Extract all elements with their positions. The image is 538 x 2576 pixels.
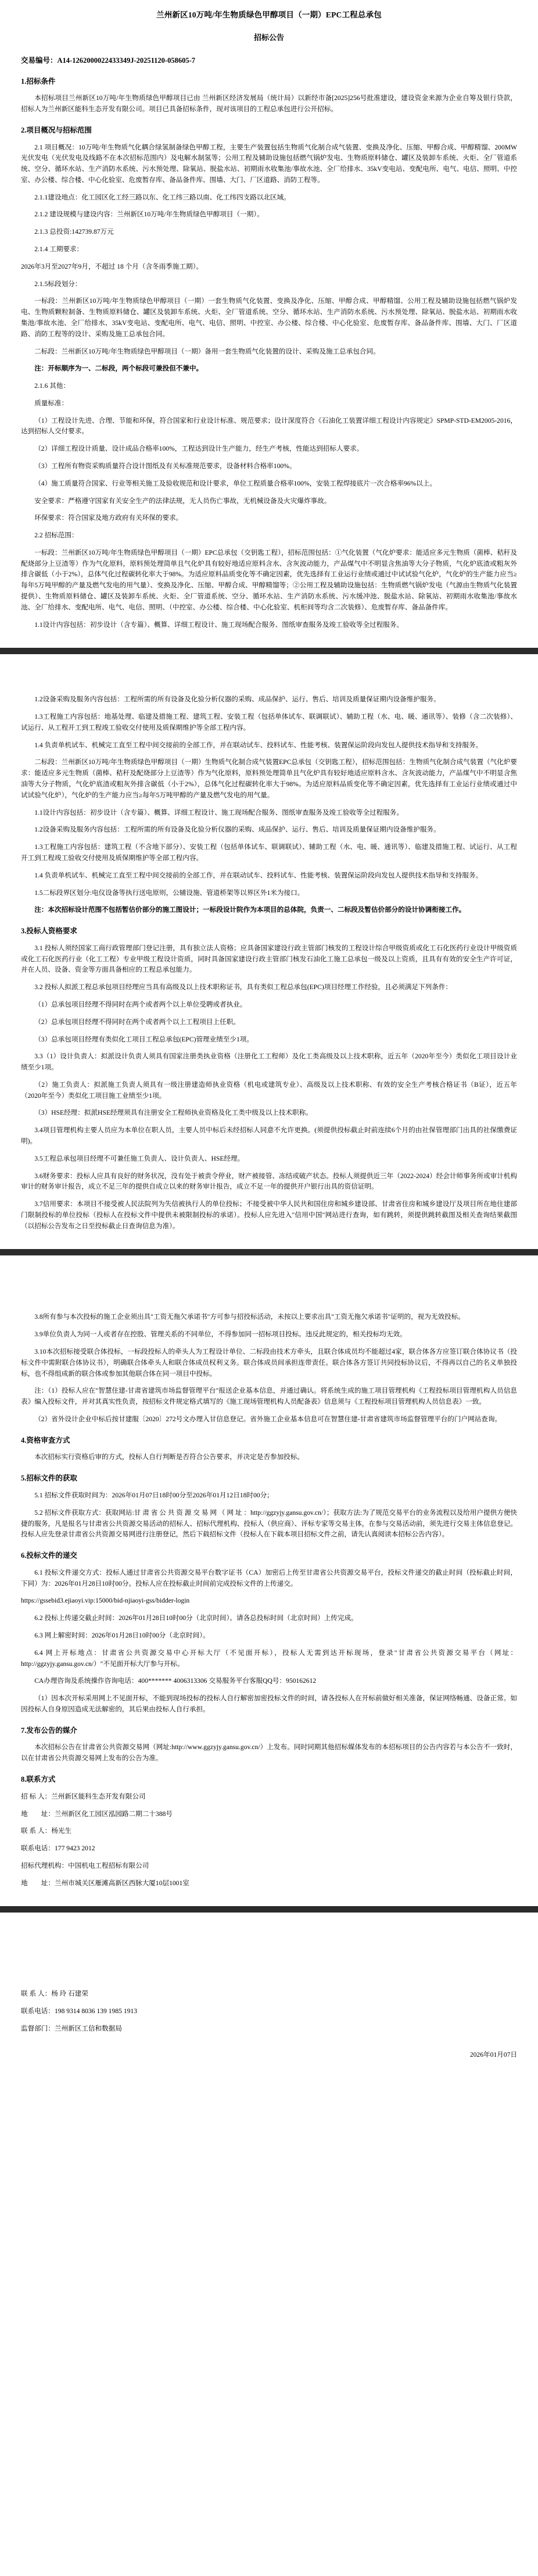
lot-1-description: 一标段：兰州新区10万吨/年生物质绿色甲醇项目（一期）一套生物质气化装置、变换及净化、压缩、甲醇合成、甲醇精馏、公用工程及辅助设施包括燃气锅炉发电、生物质颗粒制备、生物质原料储仓、罐区及装卸车系统、火炬、全厂管道系统、空分、循环水站、生产消防水系统、污水预处理、除氧站、脱盐水站、初期雨水收集池/事故水池、全厂给排水、35kV变电站、变配电所、电气、电信、照明、中控室、办公楼、综合楼、中心化验室、危废暂存库、备品备件库、围墙、大门、厂区道路、消防工程等的设计、采购及施工总承包合同。 [21,297,517,338]
lot-division-label: 2.1.5标段划分： [34,280,82,288]
contact-line [21,1826,517,1837]
lot1-commissioning-content: 1.4 负责单机试车、机械完工直至工程中间交接前的全部工作，并在联动试车、投料试车、性能考核、装置保运阶段向发包人提供技术指导和支持服务。 [34,741,483,749]
page-title: 兰州新区10万吨/年生物质绿色甲醇项目（一期）EPC工程总承包 [156,10,382,19]
spacer [21,1889,517,1906]
spacer [21,630,517,648]
spacer [21,1913,517,1982]
ca-support-contact: CA办理咨询及系统操作咨询电话：400******* 4006313306 交易服务平台客服QQ号：950162612 [34,1677,317,1685]
section-heading-2: 2.项目概况与招标范围 [21,126,92,134]
schedule-requirement-body: 2026年3月至2027年9月，不超过 18 个月（含冬雨季施工期）。 [21,262,203,270]
lot2-commissioning-content: 1.4 负责单机试车、机械完工直至工程中间交接前的全部工作，并在联动试车、投料试车、性能考核、装置保运阶段向发包人提供技术指导和支持服务。 [34,871,483,879]
spacer [21,654,517,688]
project-overview: 2.1 项目概况：10万吨/年生物质气化耦合绿氢制备绿色甲醇工程，主要生产装置包括生物质气化制合成气装置、变换及净化、压缩、甲醇合成、甲醇精馏、200MW光伏发电（光伏发电及线路不在本次招标范围内）及电解水制氢等；公用工程及辅助设施包括燃气锅炉发电、生物质原料储仓、罐区及装卸车系统、火炬、全厂管道系统、空分、循环水站、生产消防水系统、污水预处理、除氧站、脱盐水站、初期雨水收集池/事故水池、全厂给排水、35kV变电站、变配电所、电气、电信、照明、中控室、办公楼、综合楼、中心化验室、危废暂存库、备品备件库、围墙、大门、厂区道路、消防工程等。 [21,143,517,184]
qualification-3-5: 3.5工程总承包项目经理不可兼任施工负责人、设计负责人、HSE经理。 [34,1154,245,1162]
contact-line [21,1878,517,1889]
construction-scale: 2.1.2 建设规模与建设内容：兰州新区10万吨/年生物质绿色甲醇项目（一期）。 [34,210,264,219]
spacer [21,1232,517,1249]
contact-value: 杨 玲 石建荣 [51,1990,88,1998]
contact-line [21,1792,517,1803]
online-bid-opening-location: 6.4 网上开标地点：甘肃省公共资源交易中心开标大厅（不见面开标），投标人无需到达开标现场，登录"甘肃省公共资源交易平台（网址：http://ggzyjy.gansu.gov.cn/）"不见面开标大厅参与开标。 [21,1649,517,1668]
document-acquisition-time: 5.1 招标文件获取时间为：2026年01月07日18时00分至2026年01月12日18时00分； [34,1491,274,1499]
contact-label: 联 系 人： [21,1990,52,1998]
section-heading-7: 7.发布公告的媒介 [21,1726,77,1735]
contact-value: 198 9314 8036 139 1985 1913 [54,2007,138,2015]
document-acquisition-method: 5.2 招标文件获取方式：获取网站:甘 肃 省 公 共 资 源 交 易 网 （ 网 址 ：http://ggzyjy.gansu.gov.cn/）；获取方法:为了规范交易平台的业务流程以及给用户提供方便快捷的服务，凡是报名与甘肃省公共资源交易活动的招标人、招标代理机构、投标人（供应商）、评标专家等交易主体，在参与交易活动前，须先进行交易主体信息登记。投标人应先登录甘肃省公共资源交易网进行注册登记，然后下载招标文件（投标人在下载本项目招标文件之前，请先认真阅读本招标公告内容）。 [21,1508,517,1539]
contact-line [21,1809,517,1820]
contact-line [21,1861,517,1872]
contact-line [21,2024,517,2035]
quality-item-2: （2）详细工程设计质量、设计成品合格率100%，工程达到设计生产能力，经生产考核，性能达到招标人要求。 [34,445,364,453]
contact-label: 招标代理机构： [21,1861,69,1869]
contact-label: 联系电话： [21,1844,55,1853]
qualification-review-body: 本次招标实行资格后审的方式，投标人自行判断是否符合公告要求，并决定是否参加投标。 [34,1453,304,1461]
contact-line [21,1843,517,1854]
qualification-note-2: （2）省外设计企业中标后按甘建服〔2020〕272号文办理入甘信息登记。省外施工企业基本信息可在智慧住建-甘肃省建筑市场监督管理平台的门户网站查询。 [34,1415,502,1423]
contact-value: 兰州新区工信和数据局 [54,2024,122,2032]
tender-scope-label: 2.2 招标范围： [34,531,78,540]
section-heading-1: 1.招标条件 [21,77,56,85]
contact-label: 地 址： [21,1810,55,1818]
tender-scope-lot-2: 二标段：兰州新区10万吨/年生物质绿色甲醇项目（一期）生物质气化制合成气装置EPC总承包（交钥匙工程），招标范围包括：生物质气化制合成气装置（气化炉要求：能适应多元生物质（菌棒、秸秆及配烧部分上豆渣等）作为气化原料，原料预处理简单且气化炉具有较好地适应原料含水、含灰波动能力，产品煤气中不明显含焦油等大分子物质，气化炉底渣或粗灰外排含碳低（小于2%），总体气化过程碳转化率大于98%。为适应原料品质变化等不确定因素，优先选择有工业运行业绩或通过中试试验气化炉），气化炉的生产能力应当≥每年5万吨甲醇的产量及燃气发电的用气量。 [21,758,517,799]
contact-block-agency [21,1989,517,2034]
lot2-boundary-division: 1.5二标段界区划分:电仪设备等执行送电原则，公辅设施、管道桥架等以界区外1米为接口。 [34,889,304,897]
environment-requirement: 环保要求：符合国家及地方政府有关环保的要求。 [34,514,183,522]
page-break-separator-1 [0,648,538,654]
safety-requirement: 安全要求：严格遵守国家有关安全生产的法律法规，无人员伤亡事故，无机械设备及火灾爆炸事故。 [34,497,331,505]
page-subtitle: 招标公告 [253,33,284,42]
section-heading-5: 5.招标文件的获取 [21,1474,77,1483]
contact-value: 杨光生 [51,1827,71,1835]
contact-value: 中国机电工程招标有限公司 [68,1861,149,1869]
section-heading-6: 6.投标文件的递交 [21,1551,77,1560]
online-decryption-time: 6.3 网上解密时间：2026年01月28日10时00分（北京时间）。 [34,1631,210,1639]
section-heading-8: 8.联系方式 [21,1775,56,1783]
contact-block-tenderer [21,1792,517,1889]
contact-value: 兰州市城关区雁滩高新区西脉大厦10层1001室 [54,1879,189,1887]
schedule-requirement-label: 2.1.4 工期要求： [34,245,84,254]
bid-submission-deadline: 6.2 投标上传递交截止时间：2026年01月28日10时00分（北京时间）。请各总投标时间（北京时间）上传完成。 [34,1614,358,1622]
quality-item-3: （3）工程所有物资采购质量符合设计图纸及有关标准规范要求，设备材料合格率100%。 [34,462,296,470]
other-label: 2.1.6 其他： [34,382,70,390]
qualification-3-3-hse-manager: （3）HSE经理：拟派HSE经理须具有注册安全工程师执业资格及化工类中级及以上技术职称。 [34,1109,313,1117]
lot2-procurement-content: 1.2设备采购及服务内容包括：工程所需的所有设备及化验分析仪器的采购、成品保护、运行、售后、培训及质量保证期内设备维护服务。 [34,826,440,834]
lot1-design-content: 1.1设计内容包括：初步设计（含专篇）、概算、详细工程设计、施工现场配合服务、图纸审查服务及竣工验收等全过程服务。 [34,620,403,629]
contact-label: 招 标 人： [21,1792,52,1800]
lot-division-note: 注：开标顺序为一、二标段，两个标段可兼投但不兼中。 [34,365,203,373]
qualification-3-2: 3.2 投标人拟派工程总承包项目经理应当具有高级及以上技术职称证书，具有类似工程总承包(EPC)项目经理工作经验，且必须满足下列条件： [34,983,453,991]
contact-label: 监督部门： [21,2024,55,2032]
qualification-3-10-consortium: 3.10本次招标接受联合体投标，一标段投标人的牵头人为工程设计单位、二标段由技术方牵头，且联合体成员均不能超过4家，联合体各方应签订联合体协议书（投标文件中需附联合体协议书），明确联合体牵头人和联合体成员权利义务。联合体成员间承担连带责任。联合体各方签订共同投标协议后，不得再以自己的名义单独投标，也不得组成新的联合体或参加其他联合体在同一项目中投标。 [21,1348,517,1378]
section-heading-4: 4.资格审查方式 [21,1436,70,1444]
qualification-3-2-item-1: （1）总承包项目经理不得同时在两个或者两个以上单位受聘或者执业。 [34,1000,247,1008]
lot2-construction-content: 1.3工程施工内容包括：建筑工程（不含地下部分）、安装工程（包括单体试车、联调联试）、辅助工程（水、电、暖、通讯等）、临建及措施工程、试运行、从工程开工到工程竣工验收交付使用及质保期维护等全部工程内容。 [21,843,517,862]
qualification-3-1: 3.1 投标人须经国家工商行政管理部门登记注册，具有独立法人资格；应具备国家建设行政主管部门核发的工程设计综合甲级资质或化工石化医药行业设计甲级资质或化工石化医药行业（化工工程）专业甲级工程设计资质，同时具备国家建设行政主管部门核发石油化工施工总承包一级及以上资质，且具有有效的安全生产许可证，并在人员、设备、资金等方面具备相应的工程总承包能力。 [21,944,517,974]
qualification-3-9: 3.9单位负责人为同一人或者存在控股、管理关系的不同单位，不得参加同一招标项目投标。违反此规定的，相关投标均无效。 [34,1330,407,1339]
qualification-3-3-design-lead: 3.3（1）设计负责人：拟派设计负责人须具有国家注册类执业资格（注册化工工程师）及化工类高级及以上技术职称，近五年（2020年至今）类似化工项目设计业绩至少1项。 [21,1052,517,1072]
lot1-procurement-content: 1.2设备采购及服务内容包括：工程所需的所有设备及化验分析仪器的采购、成品保护、运行、售后、培训及质量保证期内设备维护服务。 [34,695,440,704]
announcement-media-body: 本次招标公告在甘肃省公共资源交易网（网址:http://www.ggzyjy.gansu.gov.cn/）上发布。同时同期其他招标媒体发布的本招标项目的公告内容若与本公告不一致时，以在甘肃省公共资源交易网上发布的公告为准。 [21,1743,517,1762]
qualification-3-2-item-3: （3）总承包项目经理有类似化工项目工程总承包(EPC)管理业绩至少1项。 [34,1035,253,1043]
contact-label: 联 系 人： [21,1827,52,1835]
section-heading-3: 3.投标人资格要求 [21,927,77,936]
lot1-construction-content: 1.3工程施工内容包括：地基处理、临建及措施工程、建筑工程、安装工程（包括单体试车、联调联试）、辅助工程（水、电、暖、通讯等）、装修（含二次装修）、试运行、从工程开工到工程竣工验收交付使用及质保期维护等全部工程内容。 [21,713,517,732]
footer-date: 2026年01月07日 [469,2050,517,2058]
qualification-3-2-item-2: （2）总承包项目经理不得同时在两个或者两个以上工程项目上任职。 [34,1018,240,1026]
spacer [21,2060,517,2074]
quality-item-1: （1）工程设计先进、合理、节能和环保，符合国家和行业设计标准、规范要求；设计深度符合《石油化工装置详细工程设计内容规定》SPMP-STD-EM2005-2016，达到招标人交付要求。 [21,416,517,436]
qualification-3-8: 3.8所有参与本次投标的施工企业须出具"工资无拖欠承诺书"方可参与招投标活动，未按以上要求出具"工资无拖欠承诺书"证明的，视为无效投标。 [34,1313,465,1321]
tender-scope-note: 注：本次招标设计范围不包括暂估价部分的施工图设计；一标段设计院作为本项目的总体院，负责一、二标段及暂估价部分的设计协调衔接工作。 [34,906,466,914]
contact-value: 兰州新区能科生态开发有限公司 [51,1792,146,1800]
section-1-paragraph: 本招标项目兰州新区10万吨/年生物质绿色甲醇项目已由 兰州新区经济发展局（统计局）以新经市备[2025]256号批准建设，建设资金来源为企业自筹及银行贷款，招标人为兰州新区能科生态开发有限公司。项目已具备招标条件，现对该项目的工程总承包进行公开招标。 [21,94,517,113]
bid-opening-note: （1）因本次开标采用网上不见面开标，不能到现场投标的投标人自行解密加密投标文件的时间，请各投标人在开标前做好相关准备，保证网络畅通、设备正常。如因投标人自身原因造成无法解密的，其后果由投标人自行承担。 [21,1694,517,1713]
total-investment: 2.1.3 总投资:142739.87万元 [34,228,114,236]
page-break-separator-3 [0,1906,538,1913]
contact-label: 地 址： [21,1879,55,1887]
construction-site: 2.1.1建设地点：化工园区化工经三路以东、化工纬三路以南、化工纬四支路以北区域。 [34,193,290,201]
qualification-3-3-construction-lead: （2）施工负责人：拟派施工负责人须具有一级注册建造师执业资格（机电或建筑专业）、高级及以上技术职称、有效的安全生产考核合格证书（B证），近五年（2020年至今）类似化工项目施工业绩至少1项。 [21,1080,517,1100]
contact-value: 177 9423 2012 [54,1844,95,1853]
quality-item-4: （4）施工质量符合国家、行业等相关施工及验收规范和设计要求，单位工程质量合格率100%，安装工程焊接底片一次合格率96%以上。 [34,479,436,487]
bid-submission-url: https://gssebid3.ejiaoyi.vip:15000/bid-njiaoyi-gss/bidder-login [21,1597,190,1605]
contact-label: 联系电话： [21,2007,55,2015]
contact-line [21,2006,517,2017]
contact-line [21,1989,517,2000]
qualification-3-6-financial: 3.6财务要求：投标人应具有良好的财务状况，没有处于被责令停业，财产被接管、冻结或破产状态。投标人须提供近三年（2022-2024）经会计师事务所或审计机构审计的财务审计报告，成立不足三年的提供自成立以来的财务审计报告，成立不足一年的提供开户银行出具的资信证明。 [21,1172,517,1191]
bid-submission-method: 6.1 投标文件递交方式：投标人通过甘肃省公共资源交易平台数字证书（CA）加密后上传至甘肃省公共资源交易平台，投标文件递交的截止时间（投标截止时间，下同）为：2026年01月28日10时00分。投标人应在投标截止时间前完成投标文件的上传递交。 [21,1568,517,1587]
qualification-3-7-credit: 3.7信用要求：本项目不接受被人民法院列为失信被执行人的单位投标；不接受被中华人民共和国住房和城乡建设部、甘肃省住房和城乡建设厅及项目所在地住建部门限制投标的单位投标（投标人在投标文件中提供未被限制投标的承诺）。投标人应先进入"信用中国"网站进行查询，如有跳转，须提供跳转截图及相关查询结果截图（以招标公告发布之日至投标截止日查询信息为准）。 [21,1200,517,1230]
tender-announcement-document [0,9,538,2074]
qualification-note-1: 注：（1）投标人应在"智慧住建-甘肃省建筑市场监督管理平台"报送企业基本信息，并通过确认。将系统生成的施工项目管理机构《工程投标项目管理机构人员信息表》编入投标文件，并对其真实性负责，按招标文件规定格式填写的《施工现场管理机构人员配备表》信息须与《工程投标项目管理机构人员信息表》一致。 [21,1387,517,1406]
lot2-design-content: 1.1设计内容包括：初步设计（含专篇）、概算、详细工程设计、施工现场配合服务、图纸审查服务及竣工验收等全过程服务。 [34,808,403,816]
quality-standard-label: 质量标准： [34,399,69,407]
tender-scope-lot-1: 一标段：兰州新区10万吨/年生物质绿色甲醇项目（一期）EPC总承包（交钥匙工程），招标范围包括：①气化装置（气化炉要求：能适应多元生物质（菌棒、秸秆及配烧部分上豆渣等）作为气化原料，原料预处理简单且气化炉具有较好地适应原料含水、含灰波动能力，产品煤气中不明显含焦油等大分子物质，气化炉底渣或粗灰外排含碳低（小于2%），总体气化过程碳转化率大于98%。为适应原料品质变化等不确定因素，优先选择有工业运行业绩或通过中试试验气化炉，气化炉的生产能力应当≥每年5万吨甲醇的产量及燃气发电的用气量）、变换及净化、压缩、甲醇合成、甲醇精馏等；②公用工程及辅助设施包括：生物质燃气锅炉发电（气源由生物质气化装置提供）、生物质原料储仓、罐区及装卸车系统、火炬、全厂管道系统、空分、循环水站、生产消防水系统、污水缓冲池、脱盐水站、除氧站、初期雨水收集池/事故水池、全厂给排水、变配电所、电气、电信、照明、（中控室、办公楼、综合楼、中心化验室、机柜间等均含二次装修）、危废暂存库、备品备件库。 [21,548,517,611]
contact-value: 兰州新区化工园区泓园路二期二十388号 [54,1810,173,1818]
spacer [21,1255,517,1305]
page-break-separator-2 [0,1249,538,1255]
trade-number: 交易编号：A14-1262000022433349J-20251120-058605-7 [21,56,195,65]
lot-2-description: 二标段：兰州新区10万吨/年生物质绿色甲醇项目（一期）备用一套生物质气化装置的设计、采购及施工总承包合同。 [34,347,380,355]
qualification-3-4: 3.4项目管理机构主要人员应为本单位在职人员，主要人员中标后未经招标人同意不允许更换。(须提供投标截止时前连续6个月的由社保管理部门出具的社保缴费证明)。 [21,1126,517,1145]
